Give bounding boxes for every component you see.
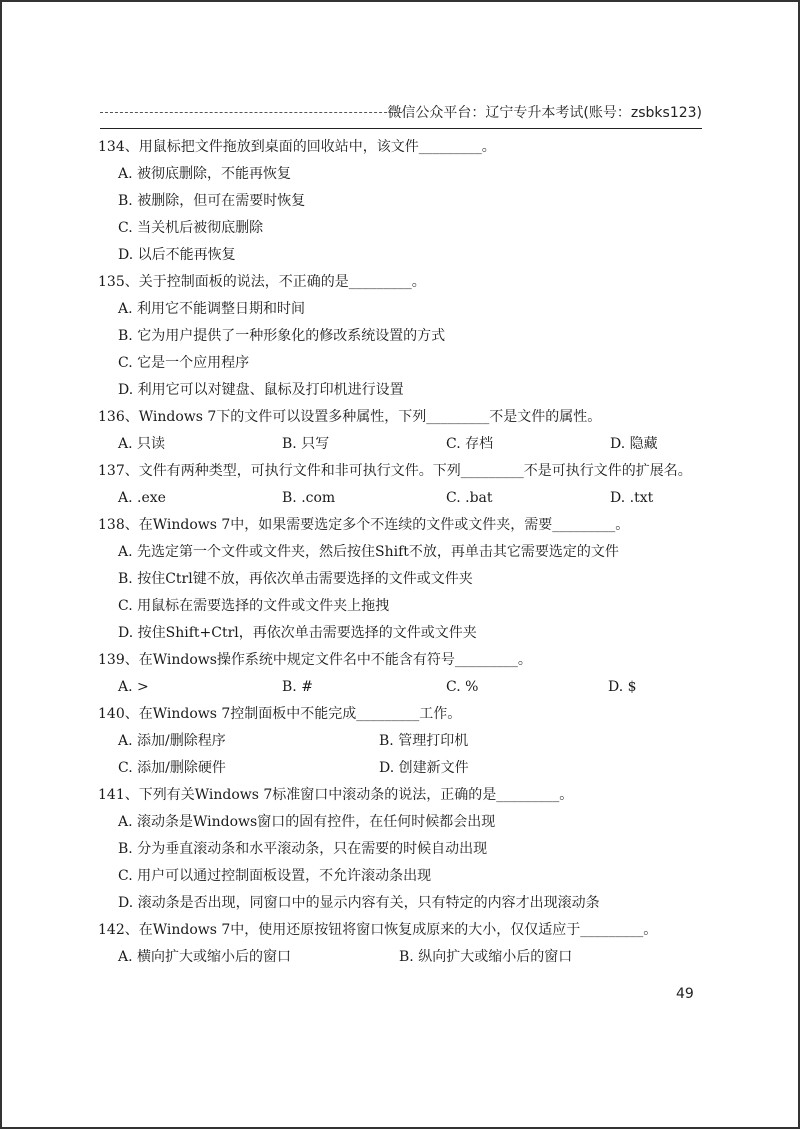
question-138: 138、在Windows 7中，如果需要选定多个不连续的文件或文件夹，需要_________。 bbox=[98, 517, 630, 533]
option-137-c: C. .bat bbox=[446, 490, 493, 506]
question-135: 135、关于控制面板的说法，不正确的是_________。 bbox=[98, 274, 426, 290]
option-140-a: A. 添加/删除程序 bbox=[118, 733, 226, 749]
option-134-a: A. 被彻底删除，不能再恢复 bbox=[118, 166, 292, 182]
header-rule bbox=[100, 128, 702, 129]
option-138-a: A. 先选定第一个文件或文件夹，然后按住Shift不放，再单击其它需要选定的文件 bbox=[118, 544, 619, 560]
option-141-d: D. 滚动条是否出现，同窗口中的显示内容有关，只有特定的内容才出现滚动条 bbox=[118, 895, 600, 911]
option-138-c: C. 用鼠标在需要选择的文件或文件夹上拖拽 bbox=[118, 598, 390, 614]
question-139: 139、在Windows操作系统中规定文件名中不能含有符号_________。 bbox=[98, 652, 532, 668]
question-list bbox=[98, 134, 708, 971]
option-135-c: C. 它是一个应用程序 bbox=[118, 355, 250, 371]
option-136-c: C. 存档 bbox=[446, 436, 494, 452]
option-138-b: B. 按住Ctrl键不放，再依次单击需要选择的文件或文件夹 bbox=[118, 571, 473, 587]
option-136-a: A. 只读 bbox=[118, 436, 166, 452]
option-136-b: B. 只写 bbox=[282, 436, 330, 452]
header-dashed-line bbox=[100, 112, 402, 113]
option-135-b: B. 它为用户提供了一种形象化的修改系统设置的方式 bbox=[118, 328, 446, 344]
header-text: 微信公众平台：辽宁专升本考试(账号：zsbks123) bbox=[387, 105, 702, 121]
option-row-140-cd bbox=[98, 755, 708, 782]
option-142-a: A. 横向扩大或缩小后的窗口 bbox=[118, 949, 292, 965]
option-138-d: D. 按住Shift+Ctrl，再依次单击需要选择的文件或文件夹 bbox=[118, 625, 477, 641]
option-134-b: B. 被删除，但可在需要时恢复 bbox=[118, 193, 306, 209]
page-number: 49 bbox=[676, 986, 694, 1002]
option-140-d: D. 创建新文件 bbox=[379, 760, 469, 776]
option-row-142 bbox=[98, 944, 708, 971]
option-139-a: A. > bbox=[118, 679, 149, 695]
question-137: 137、文件有两种类型，可执行文件和非可执行文件。下列_________不是可执行文件的扩展名。 bbox=[98, 463, 692, 479]
option-row-139 bbox=[98, 674, 708, 701]
question-140: 140、在Windows 7控制面板中不能完成_________工作。 bbox=[98, 706, 462, 722]
option-141-b: B. 分为垂直滚动条和水平滚动条，只在需要的时候自动出现 bbox=[118, 841, 488, 857]
option-139-b: B. # bbox=[282, 679, 313, 695]
question-134: 134、用鼠标把文件拖放到桌面的回收站中，该文件_________。 bbox=[98, 139, 496, 155]
option-140-b: B. 管理打印机 bbox=[379, 733, 469, 749]
page-header bbox=[100, 105, 702, 132]
question-142: 142、在Windows 7中，使用还原按钮将窗口恢复成原来的大小，仅仅适应于_________。 bbox=[98, 922, 658, 938]
option-139-c: C. % bbox=[446, 679, 479, 695]
option-136-d: D. 隐藏 bbox=[610, 436, 658, 452]
option-135-a: A. 利用它不能调整日期和时间 bbox=[118, 301, 306, 317]
option-137-a: A. .exe bbox=[118, 490, 166, 506]
option-139-d: D. $ bbox=[608, 679, 637, 695]
option-row-136 bbox=[98, 431, 708, 458]
question-141: 141、下列有关Windows 7标准窗口中滚动条的说法，正确的是_________。 bbox=[98, 787, 574, 803]
question-136: 136、Windows 7下的文件可以设置多种属性，下列_________不是文件的属性。 bbox=[98, 409, 602, 425]
option-141-a: A. 滚动条是Windows窗口的固有控件，在任何时候都会出现 bbox=[118, 814, 496, 830]
option-140-c: C. 添加/删除硬件 bbox=[118, 760, 226, 776]
option-row-140-ab bbox=[98, 728, 708, 755]
option-142-b: B. 纵向扩大或缩小后的窗口 bbox=[399, 949, 573, 965]
option-137-b: B. .com bbox=[282, 490, 336, 506]
option-141-c: C. 用户可以通过控制面板设置，不允许滚动条出现 bbox=[118, 868, 432, 884]
option-134-c: C. 当关机后被彻底删除 bbox=[118, 220, 264, 236]
option-134-d: D. 以后不能再恢复 bbox=[118, 247, 236, 263]
option-135-d: D. 利用它可以对键盘、鼠标及打印机进行设置 bbox=[118, 382, 404, 398]
option-137-d: D. .txt bbox=[610, 490, 654, 506]
option-row-137 bbox=[98, 485, 708, 512]
